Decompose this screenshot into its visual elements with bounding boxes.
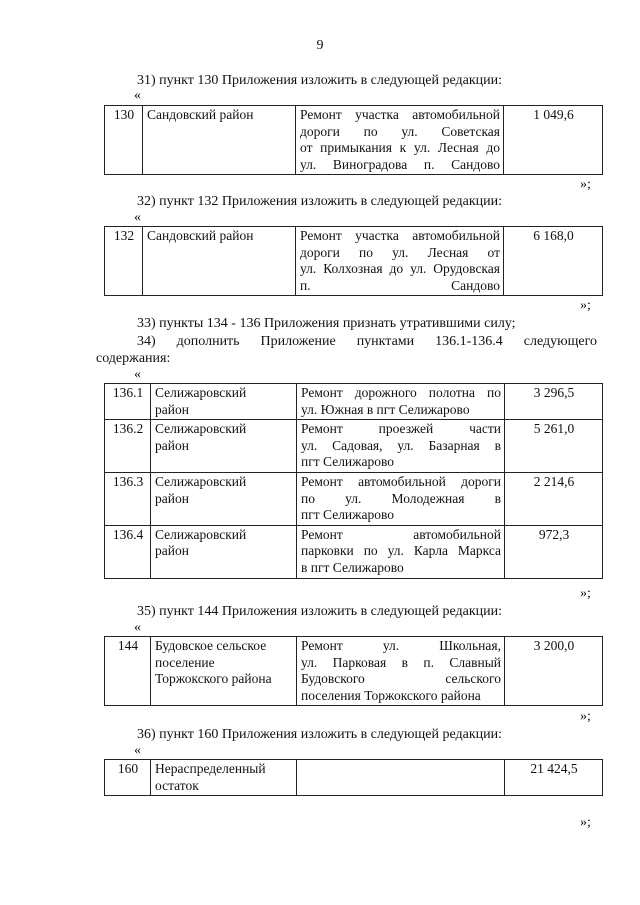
table-row bbox=[105, 525, 603, 578]
section-33-heading: 33) пункты 134 - 136 Приложения признать утратившими силу; bbox=[137, 316, 516, 331]
amount-cell: 972,3 bbox=[505, 525, 603, 578]
description-cell: Ремонт дорожного полотна по ул. Южная в пгт Селижарово bbox=[297, 384, 505, 420]
amount-cell: 6 168,0 bbox=[504, 227, 603, 296]
amount-cell: 5 261,0 bbox=[505, 420, 603, 473]
district-cell: Селижаровский район bbox=[151, 525, 297, 578]
district-cell: Нераспределенный остаток bbox=[151, 760, 297, 796]
section-31-open-quote: « bbox=[134, 88, 141, 103]
section-32-table bbox=[104, 226, 603, 296]
section-36-close-quote: »; bbox=[580, 815, 591, 830]
row-number: 132 bbox=[105, 227, 143, 296]
section-31-close-quote: »; bbox=[580, 177, 591, 192]
description-cell: Ремонт ул. Школьная, ул. Парковая в п. Славный Будовского сельского поселения Торжокского района bbox=[297, 637, 505, 706]
description-cell: Ремонт участка автомобильной дороги по ул. Лесная от ул. Колхозная до ул. Орудовская п. Сандово bbox=[296, 227, 504, 296]
section-35-table bbox=[104, 636, 603, 706]
amount-cell: 2 214,6 bbox=[505, 472, 603, 525]
table-row bbox=[105, 384, 603, 420]
table-row bbox=[105, 472, 603, 525]
section-36-open-quote: « bbox=[134, 743, 141, 758]
table-row bbox=[105, 760, 603, 796]
table-row bbox=[105, 106, 603, 175]
section-34-open-quote: « bbox=[134, 367, 141, 382]
district-cell: Сандовский район bbox=[143, 106, 296, 175]
table-row bbox=[105, 227, 603, 296]
section-34-heading-line1: 34) дополнить Приложение пунктами 136.1-136.4 следующего bbox=[137, 334, 597, 349]
section-34-heading-line2: содержания: bbox=[96, 351, 171, 366]
description-cell: Ремонт участка автомобильной дороги по ул. Советская от примыкания к ул. Лесная до ул. Виноградова п. Сандово bbox=[296, 106, 504, 175]
table-row bbox=[105, 420, 603, 473]
description-cell: Ремонт автомобильной парковки по ул. Карла Маркса в пгт Селижарово bbox=[297, 525, 505, 578]
amount-cell: 3 296,5 bbox=[505, 384, 603, 420]
district-cell: Сандовский район bbox=[143, 227, 296, 296]
district-cell: Селижаровский район bbox=[151, 472, 297, 525]
section-35-heading: 35) пункт 144 Приложения изложить в следующей редакции: bbox=[137, 604, 503, 619]
row-number: 160 bbox=[105, 760, 151, 796]
row-number: 144 bbox=[105, 637, 151, 706]
table-row bbox=[105, 637, 603, 706]
row-number: 136.4 bbox=[105, 525, 151, 578]
section-32-close-quote: »; bbox=[580, 298, 591, 313]
description-cell bbox=[297, 760, 505, 796]
row-number: 130 bbox=[105, 106, 143, 175]
section-36-table bbox=[104, 759, 603, 796]
amount-cell: 21 424,5 bbox=[505, 760, 603, 796]
district-cell: Селижаровский район bbox=[151, 384, 297, 420]
amount-cell: 1 049,6 bbox=[504, 106, 603, 175]
section-35-open-quote: « bbox=[134, 620, 141, 635]
district-cell: Селижаровский район bbox=[151, 420, 297, 473]
section-34-table bbox=[104, 383, 603, 579]
section-36-heading: 36) пункт 160 Приложения изложить в следующей редакции: bbox=[137, 727, 503, 742]
row-number: 136.3 bbox=[105, 472, 151, 525]
section-31-table bbox=[104, 105, 603, 175]
section-32-heading: 32) пункт 132 Приложения изложить в следующей редакции: bbox=[137, 194, 503, 209]
row-number: 136.1 bbox=[105, 384, 151, 420]
section-35-close-quote: »; bbox=[580, 709, 591, 724]
description-cell: Ремонт проезжей части ул. Садовая, ул. Базарная в пгт Селижарово bbox=[297, 420, 505, 473]
amount-cell: 3 200,0 bbox=[505, 637, 603, 706]
section-31-heading: 31) пункт 130 Приложения изложить в следующей редакции: bbox=[137, 73, 503, 88]
section-32-open-quote: « bbox=[134, 210, 141, 225]
section-34-close-quote: »; bbox=[580, 586, 591, 601]
page-number: 9 bbox=[316, 38, 324, 53]
description-cell: Ремонт автомобильной дороги по ул. Молодежная в пгт Селижарово bbox=[297, 472, 505, 525]
row-number: 136.2 bbox=[105, 420, 151, 473]
district-cell: Будовское сельское поселение Торжокского района bbox=[151, 637, 297, 706]
